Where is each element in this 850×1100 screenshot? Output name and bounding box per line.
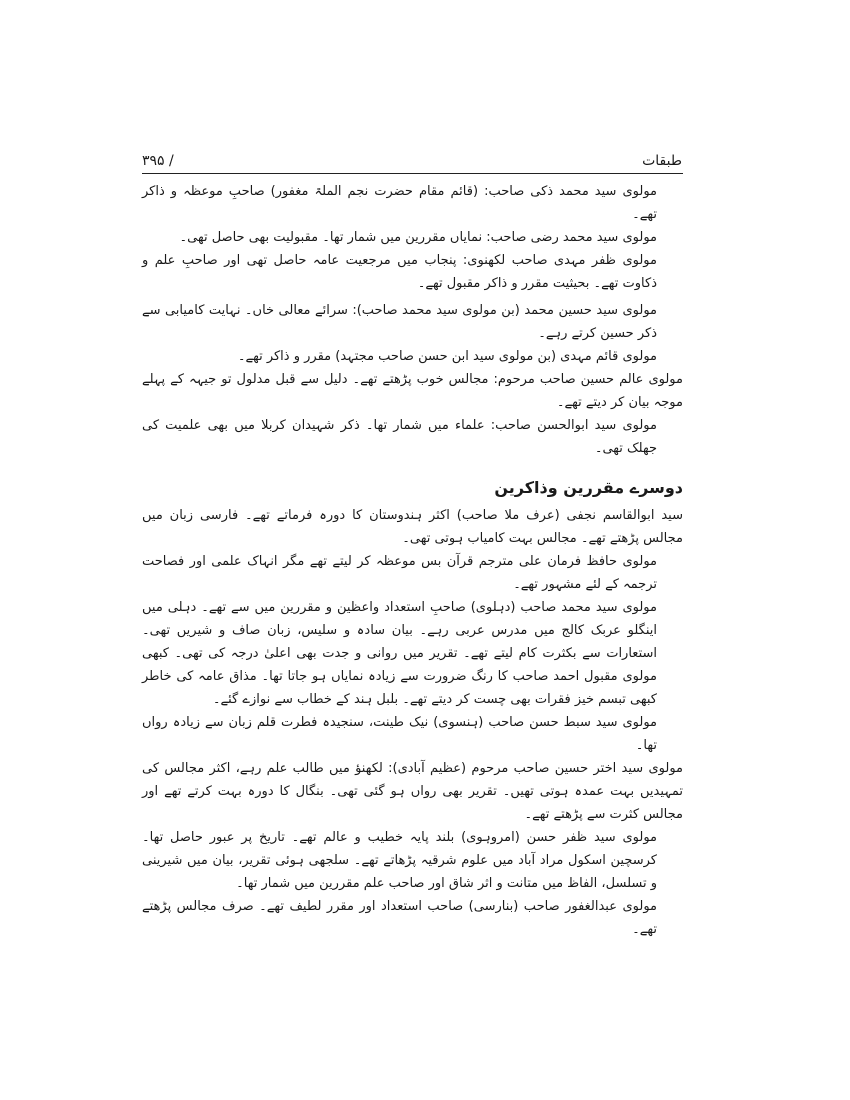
paragraph: مولوی عبدالغفور صاحب (بنارسی) صاحب استعداد اور مقرر لطیف تھے۔ صرف مجالس پڑھتے تھے۔ xyxy=(142,899,657,937)
header-rule xyxy=(142,173,683,174)
header-separator: / xyxy=(169,153,174,169)
document-body xyxy=(142,180,683,941)
page-number xyxy=(142,150,174,172)
paragraph: مولوی سید اختر حسین صاحب مرحوم (عظیم آبادی): لکھنؤ میں طالب علم رہے، اکثر مجالس کی تمہیدیں بہت عمدہ ہوتی تھیں۔ تقریر بھی رواں ہو گئی تھی۔ بنگال کا دورہ بہت کرتے تھے اور مجالس کثرت سے پڑھتے تھے۔ xyxy=(142,761,683,822)
paragraph: مولوی حافظ فرمان علی مترجم قرآن بس موعظہ کر لیتے تھے مگر انہاک علمی اور فصاحت ترجمہ کے لئے مشہور تھے۔ xyxy=(142,554,657,592)
running-header xyxy=(142,150,682,174)
paragraph: سید ابوالقاسم نجفی (عرف ملا صاحب) اکثر ہندوستان کا دورہ فرماتے تھے۔ فارسی زبان میں مجالس پڑھتے تھے۔ مجالس بہت کامیاب ہوتی تھی۔ xyxy=(142,508,683,546)
paragraph: مولوی سید محمد صاحب (دہلوی) صاحبِ استعداد واعظین و مقررین میں سے تھے۔ دہلی میں اینگلو عربک کالج میں مدرس عربی رہے۔ بیان سادہ و سلیس، زبان صاف و شیریں تھی۔ استعارات سے بکثرت کام لیتے تھے۔ تقریر میں روانی و جدت بھی اعلیٰ درجہ کی تھی۔ کبھی مولوی مقبول احمد صاحب کا رنگ ضرورت سے زیادہ نمایاں ہو جاتا تھا۔ مذاق عامہ کی خاطر کبھی تبسم خیز فقرات بھی چست کر دیتے تھے۔ بلبل ہند کے خطاب سے نوازے گئے۔ xyxy=(142,600,657,707)
paragraph: مولوی قائم مہدی (بن مولوی سید ابن حسن صاحب مجتہد) مقرر و ذاکر تھے۔ xyxy=(237,349,657,364)
paragraph: مولوی سید سبط حسن صاحب (ہنسوی) نیک طینت، سنجیدہ فطرت قلم زبان سے زیادہ رواں تھا۔ xyxy=(142,715,657,753)
header-title: طبقات xyxy=(642,153,682,169)
paragraph: مولوی سید ابوالحسن صاحب: علماء میں شمار تھا۔ ذکر شہیدان کربلا میں بھی علمیت کی جھلک تھی۔ xyxy=(142,418,657,456)
paragraph: مولوی سید حسین محمد (بن مولوی سید محمد صاحب): سرائے معالی خاں۔ نہایت کامیابی سے ذکر حسین کرتے رہے۔ xyxy=(142,303,657,341)
paragraph: مولوی ظفر مہدی صاحب لکھنوی: پنجاب میں مرجعیت عامہ حاصل تھی اور صاحبِ علم و ذکاوت تھے۔ بحیثیت مقرر و ذاکر مقبول تھے۔ xyxy=(142,253,657,291)
page-number-value: ۳۹۵ xyxy=(142,153,165,169)
section-heading: دوسرے مقررین وذاکرین xyxy=(494,478,683,497)
paragraph: مولوی سید محمد رضی صاحب: نمایاں مقررین میں شمار تھا۔ مقبولیت بھی حاصل تھی۔ xyxy=(179,230,657,245)
paragraph: مولوی سید ظفر حسن (امروہوی) بلند پایہ خطیب و عالم تھے۔ تاریخ پر عبور حاصل تھا۔ کرسچین اسکول مراد آباد میں علوم شرقیہ پڑھاتے تھے۔ سلجھی ہوئی تقریر، بیان میں شیرینی و تسلسل، الفاظ میں متانت و اثر شاق اور صاحب علم مقررین میں شمار تھا۔ xyxy=(142,830,657,891)
paragraph: مولوی سید محمد ذکی صاحب: (قائم مقام حضرت نجم الملۃ مغفور) صاحبِ موعظہ و ذاکر تھے۔ xyxy=(142,184,657,222)
paragraph: مولوی عالم حسین صاحب مرحوم: مجالس خوب پڑھتے تھے۔ دلیل سے قبل مدلول تو جیہہ کے پہلے موجہ بیان کر دیتے تھے۔ xyxy=(142,372,683,410)
